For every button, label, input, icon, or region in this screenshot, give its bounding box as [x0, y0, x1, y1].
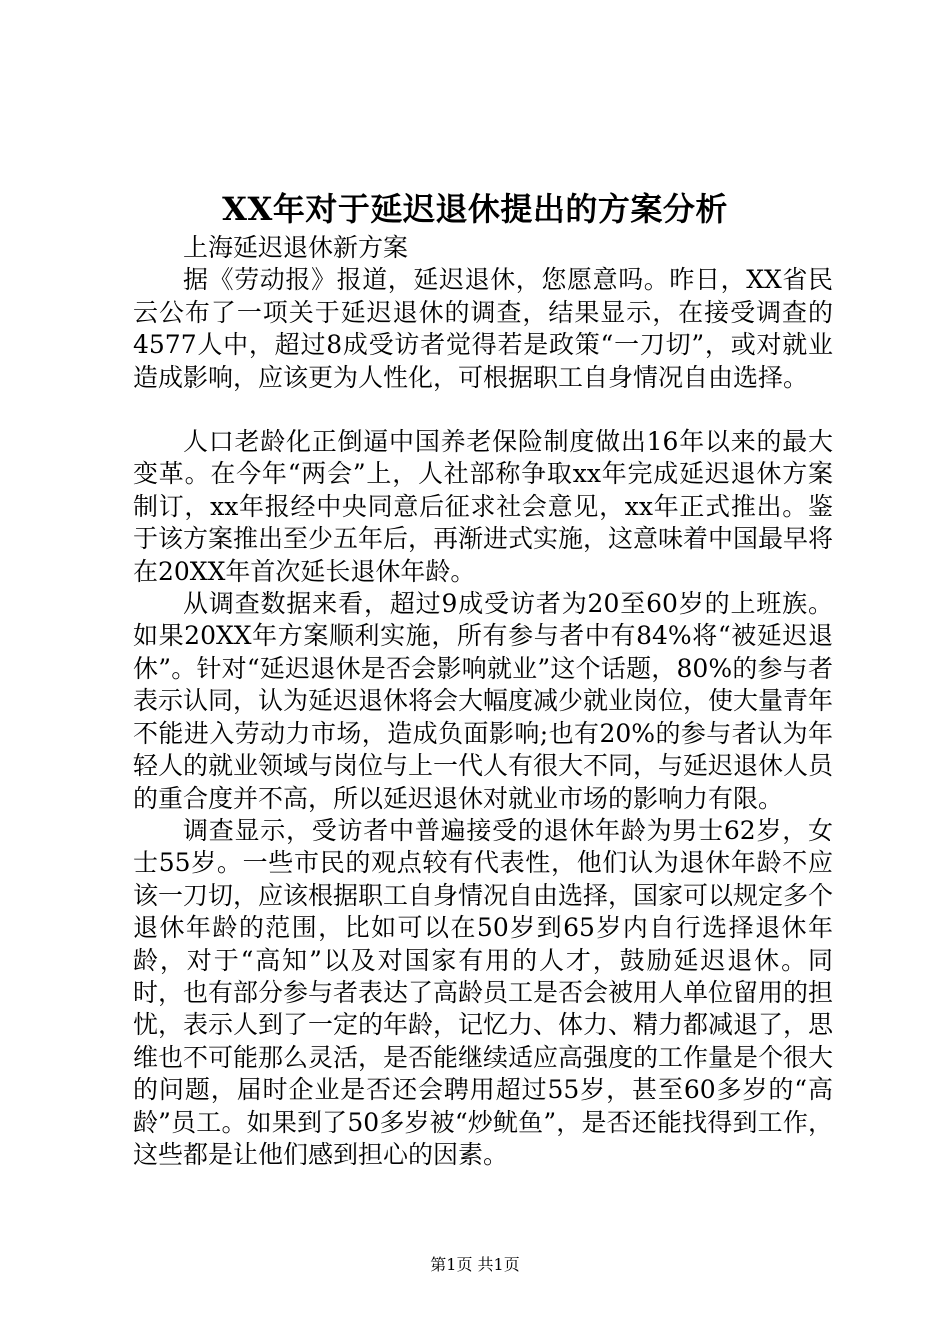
body-paragraph: 从调查数据来看，超过9成受访者为20至60岁的上班族。如果20XX年方案顺利实施，所有参与者中有84%将“被延迟退休”。针对“延迟退休是否会影响就业”这个话题，80%的参与者表示认同，认为延迟退休将会大幅度减少就业岗位，使大量青年不能进入劳动力市场，造成负面影响;也有20%的参与者认为年轻人的就业领域与岗位与上一代人有很大不同，与延迟退休人员的重合度并不高，所以延迟退休对就业市场的影响力有限。	[133, 589, 834, 813]
body-paragraph: 据《劳动报》报道，延迟退休，您愿意吗。昨日，XX省民云公布了一项关于延迟退休的调查，结果显示，在接受调查的4577人中，超过8成受访者觉得若是政策“一刀切”，或对就业造成影响，应该更为人性化，可根据职工自身情况自由选择。	[133, 265, 833, 392]
document-title: XX年对于延迟退休提出的方案分析	[222, 190, 728, 228]
body-paragraph: 调查显示，受访者中普遍接受的退休年龄为男士62岁，女士55岁。一些市民的观点较有代表性，他们认为退休年龄不应该一刀切，应该根据职工自身情况自由选择，国家可以规定多个退休年龄的范围，比如可以在50岁到65岁内自行选择退休年龄，对于“高知”以及对国家有用的人才，鼓励延迟退休。同时，也有部分参与者表达了高龄员工是否会被用人单位留用的担忧，表示人到了一定的年龄，记忆力、体力、精力都减退了，思维也不可能那么灵活，是否能继续适应高强度的工作量是个很大的问题，届时企业是否还会聘用超过55岁，甚至60多岁的“高龄”员工。如果到了50多岁被“炒鱿鱼”，是否还能找得到工作，这些都是让他们感到担心的因素。	[133, 815, 834, 1169]
body-paragraph: 人口老龄化正倒逼中国养老保险制度做出16年以来的最大变革。在今年“两会”上，人社部称争取xx年完成延迟退休方案制订，xx年报经中央同意后征求社会意见，xx年正式推出。鉴于该方案推出至少五年后，再渐进式实施，这意味着中国最早将在20XX年首次延长退休年龄。	[133, 427, 834, 586]
subtitle-paragraph: 上海延迟退休新方案	[183, 233, 409, 262]
document-body	[133, 232, 833, 1171]
page-footer: 第1页 共1页	[430, 1255, 520, 1274]
